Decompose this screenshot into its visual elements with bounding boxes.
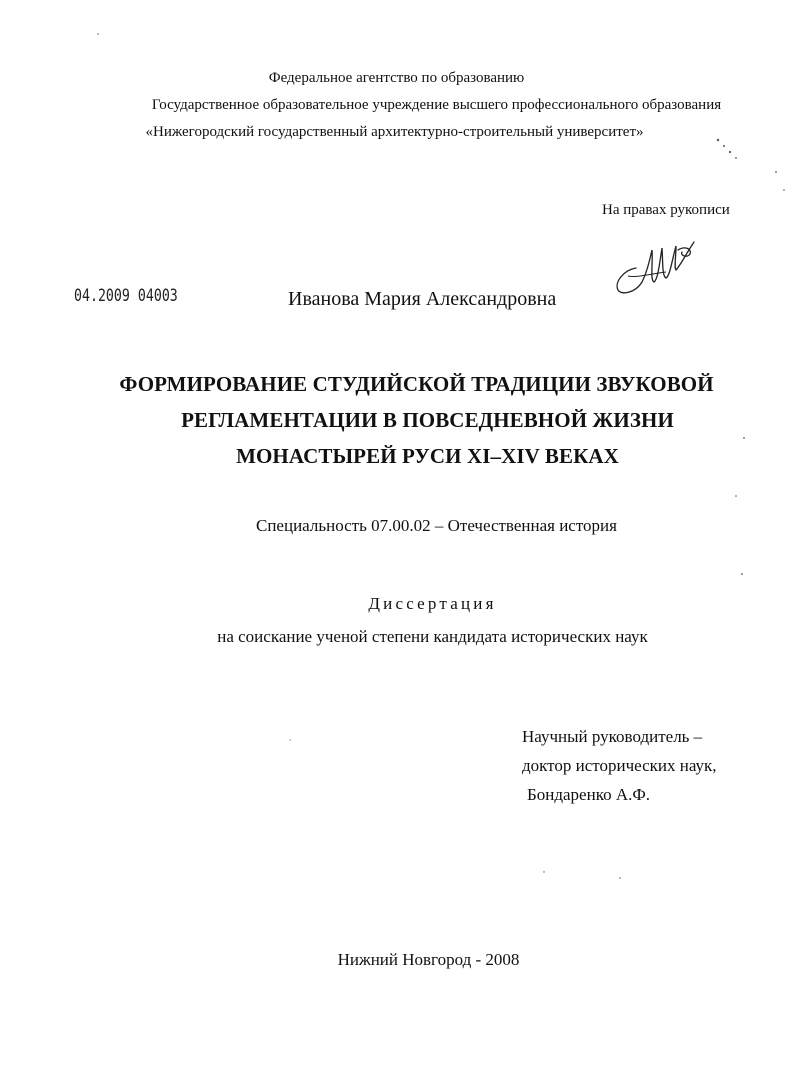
author-name: Иванова Мария Александровна: [288, 288, 557, 310]
specialty: Специальность 07.00.02 – Отечественная история: [256, 516, 617, 535]
supervisor-role: Научный руководитель –: [522, 727, 703, 746]
supervisor-block: [522, 722, 717, 809]
archive-code: 04.2009 04003: [74, 286, 178, 306]
dissertation-title: [0, 366, 793, 474]
supervisor-name: Бондаренко А.Ф.: [527, 785, 651, 804]
city-year: Нижний Новгород - 2008: [337, 950, 520, 969]
degree-sought: на соискание ученой степени кандидата исторических наук: [217, 627, 648, 646]
title-line-1: ФОРМИРОВАНИЕ СТУДИЙСКОЙ ТРАДИЦИИ ЗВУКОВОЙ: [119, 372, 714, 396]
header-institution-type: Государственное образовательное учреждение высшего профессионального образования: [151, 97, 722, 113]
header-university: «Нижегородский государственный архитектурно-строительный университет»: [145, 124, 644, 140]
signature: [606, 220, 706, 300]
work-type: Диссертация: [368, 594, 497, 613]
manuscript-note: На правах рукописи: [602, 202, 730, 218]
title-line-2: РЕГЛАМЕНТАЦИИ В ПОВСЕДНЕВНОЙ ЖИЗНИ: [181, 408, 674, 432]
title-line-3: МОНАСТЫРЕЙ РУСИ XI–XIV ВЕКАХ: [236, 444, 619, 468]
supervisor-degree: доктор исторических наук,: [522, 756, 717, 775]
header-agency: Федеральное агентство по образованию: [268, 70, 525, 86]
